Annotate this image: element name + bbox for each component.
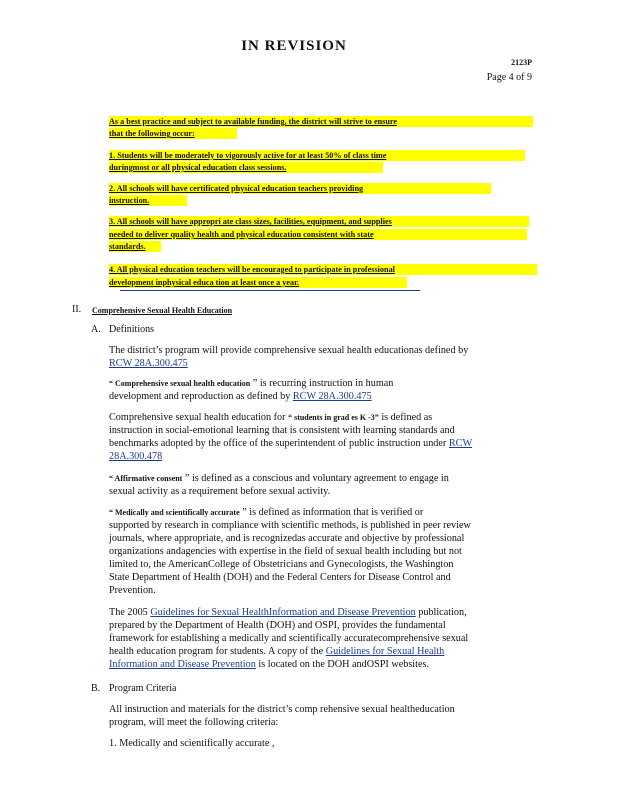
definition-text [109,507,423,520]
highlight-item4-line2: development inphysical educa tion at least once a year. [109,277,407,288]
section-title: Comprehensive Sexual Health Education [92,306,233,315]
definition-text [109,646,444,659]
subsection-a-label: A. [91,324,101,335]
defined-term: “ Medically and scientifically accurate [109,508,240,517]
definition-text: ” is defined as information that is verified or [242,507,424,518]
criteria-text: program, will meet the following criteria: [109,717,279,728]
definition-text: sexual activity as a requirement before sexual activity. [109,486,331,497]
definition-text: is located on the DOH andOSPI websites. [258,659,430,670]
guidelines-link[interactable]: Guidelines for Sexual Health [325,646,445,657]
highlight-rule [120,290,420,291]
rcw-link[interactable]: RCW 28A.300.475 [109,358,188,369]
definition-text [109,473,449,486]
subsection-a-title: Definitions [109,324,154,335]
guidelines-link[interactable]: Information and Disease Prevention [109,659,256,670]
highlight-item4-line1: 4. All physical education teachers will be encouraged to participate in professional [109,264,537,275]
definition-text: ” is recurring instruction in human [252,378,394,389]
definition-text: Prevention. [109,585,156,596]
definition-text [109,659,429,672]
highlight-intro-line1: As a best practice and subject to available funding, the district will strive to ensure [109,116,533,127]
definition-text [109,391,372,404]
page-number: Page 4 of 9 [486,72,532,83]
subsection-b-title: Program Criteria [109,683,177,694]
definition-text: benchmarks adopted by the office of the superintendent of public instruction under [109,438,447,449]
definition-text: journals, where appropriate, and is recognizedas accurate and objective by professional [109,533,465,544]
definition-text: framework for establishing a medically and scientifically accuratecomprehensive sexual [109,633,469,644]
revision-title: IN REVISION [241,38,347,54]
highlight-item3-line2: needed to deliver quality health and physical education consistent with state [109,229,527,240]
subsection-b-label: B. [91,683,101,694]
definition-text: health education program for students. A copy of the [109,646,324,657]
highlight-intro-line2: that the following occur: [109,128,237,139]
definition-text: organizations andagencies with expertise in the field of sexual health including but not [109,546,462,557]
criteria-text: All instruction and materials for the district’s comp rehensive sexual healtheducation [109,704,455,715]
definition-text: The district’s program will provide comprehensive sexual health educationas defined by [109,345,469,356]
highlight-item2-line1: 2. All schools will have certificated physical education teachers providing [109,183,491,194]
defined-term: “ students in grad es K -3” [288,413,379,422]
guidelines-link[interactable]: Guidelines for Sexual HealthInformation and Disease Prevention [150,607,416,618]
defined-term: “ Comprehensive sexual health education [109,379,251,388]
definition-text: is defined as [381,412,433,423]
definition-text: State Department of Health (DOH) and the Federal Centers for Disease Control and [109,572,451,583]
definition-text: limited to, the AmericanCollege of Obstetricians and Gynecologists, the Washington [109,559,454,570]
definition-text [109,607,467,620]
definition-text: instruction in social-emotional learning that is consistent with learning standards and [109,425,455,436]
definition-text: supported by research in compliance with scientific methods, is published in peer review [109,520,471,531]
policy-number: 2123P [511,58,532,67]
definition-text [109,378,393,391]
definition-text: ” is defined as a conscious and voluntary agreement to engage in [184,473,449,484]
highlight-item2-line2: instruction. [109,195,187,206]
highlight-item3-line1: 3. All schools will have appropri ate class sizes, facilities, equipment, and supplies [109,216,529,227]
definition-text: prepared by the Department of Health (DOH) and OSPI, provides the fundamental [109,620,446,631]
rcw-link[interactable]: RCW [448,438,473,449]
definition-text: The 2005 [109,607,148,618]
criteria-item: 1. Medically and scientifically accurate , [109,738,275,749]
definition-text [109,412,432,425]
definition-text: Comprehensive sexual health education for [109,412,286,423]
highlight-item1-line1: 1. Students will be moderately to vigorously active for at least 50% of class time [109,150,525,161]
rcw-link[interactable]: 28A.300.478 [109,451,163,462]
highlight-item1-line2: duringmost or all physical education class sessions. [109,162,383,173]
rcw-link[interactable]: RCW 28A.300.475 [292,391,372,402]
definition-text [109,438,472,451]
definition-text: publication, [418,607,467,618]
defined-term: “ Affirmative consent [109,474,183,483]
definition-text: development and reproduction as defined by [109,391,291,402]
highlight-item3-line3: standards. [109,241,161,252]
section-number: II. [72,304,82,315]
